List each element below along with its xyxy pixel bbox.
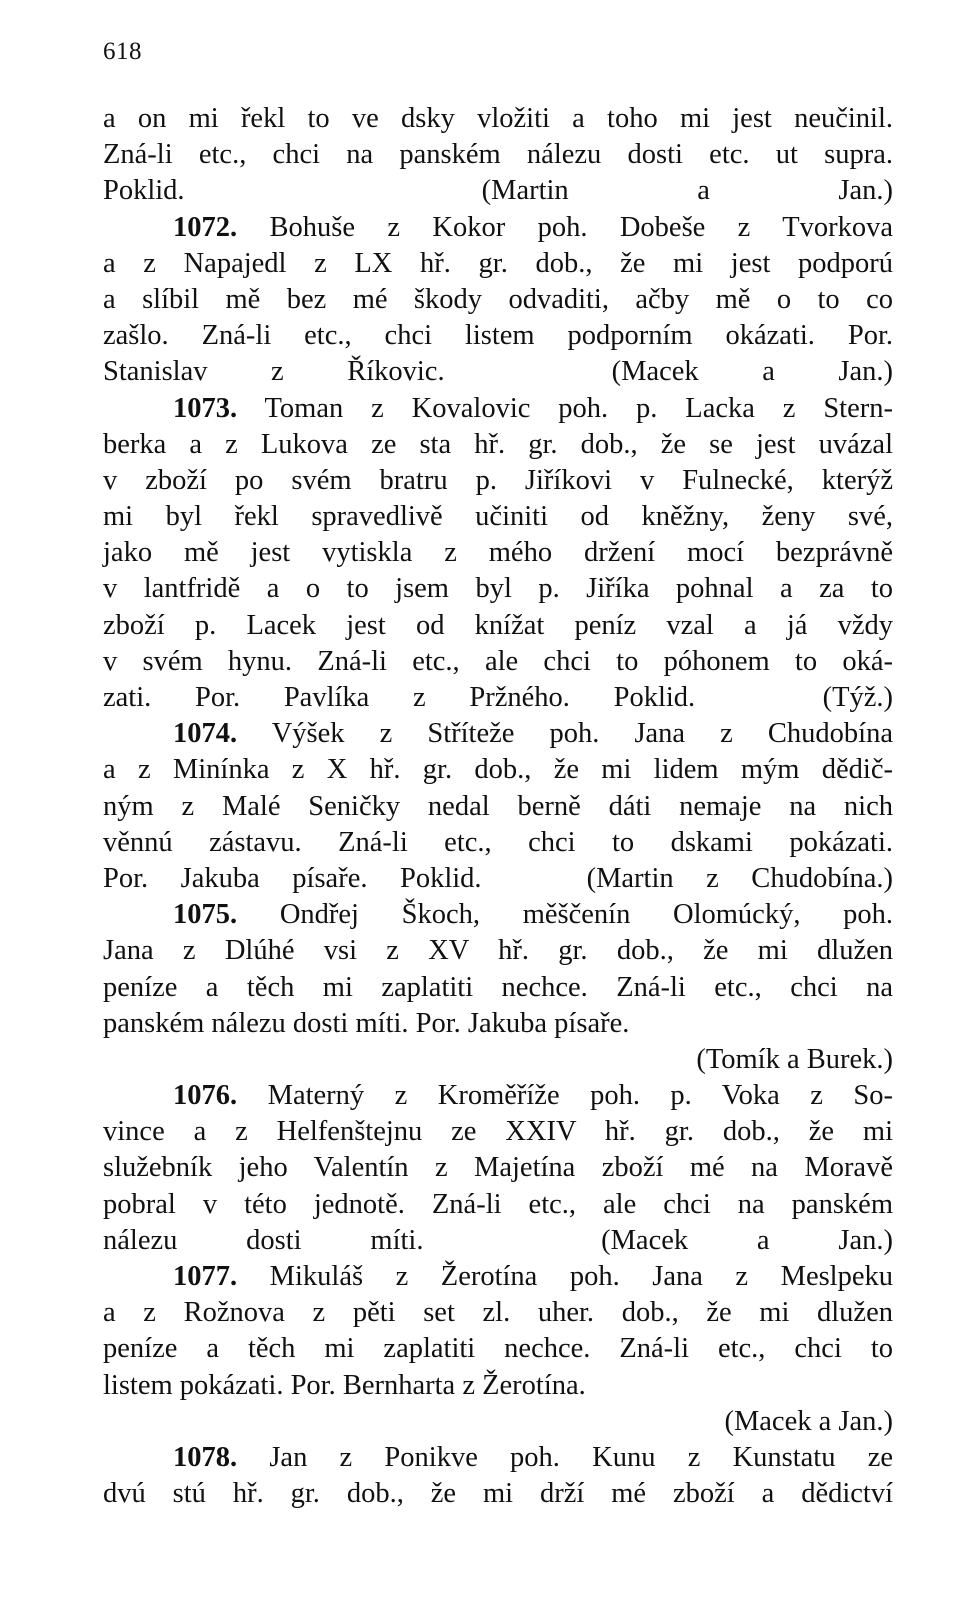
line-text: v svém hynu. Zná-li etc., ale chci to póhonem to oká- (103, 645, 893, 677)
line-text: Zná-li etc., chci na panském nálezu dosti etc. ut supra. (103, 139, 893, 171)
entry-number: 1075. (173, 899, 238, 931)
text-line (103, 571, 893, 607)
line-text: (Tomík a Burek.) (696, 1043, 893, 1075)
line-text: panském nálezu dosti míti. Por. Jakuba písaře. (103, 1007, 630, 1039)
line-text: zati. Por. Pavlíka z Pržného. Poklid. (103, 682, 696, 713)
text-line (103, 1187, 893, 1223)
speaker-note: (Macek a Jan.) (601, 1224, 894, 1256)
text-line (103, 1150, 893, 1186)
line-text: dvú stú hř. gr. dob., že mi drží mé zboží a dědictví (103, 1478, 893, 1510)
entry-number: 1076. (173, 1080, 238, 1112)
entry-number: 1072. (173, 211, 238, 243)
text-line (103, 427, 893, 463)
entry-start-line (103, 1259, 893, 1295)
line-text: a on mi řekl to ve dsky vložiti a toho mi jest neučinil. (103, 103, 893, 134)
line-text: jako mě jest vytiskla z mého držení mocí bezprávně (103, 537, 893, 569)
text-line (103, 970, 893, 1006)
entry-start-line (103, 1078, 893, 1114)
text-line (103, 535, 893, 571)
line-text: nálezu dosti míti. (103, 1224, 424, 1256)
line-text: peníze a těch mi zaplatiti nechce. Zná-li etc., chci na (103, 971, 893, 1003)
line-text: Materný z Kroměříže poh. p. Voka z So- (267, 1080, 893, 1112)
line-text: služebník jeho Valentín z Majetína zboží mé na Moravě (103, 1152, 893, 1184)
entry-start-line (103, 716, 893, 752)
text-line (103, 246, 893, 282)
entry-number: 1074. (173, 718, 238, 750)
text-line (103, 463, 893, 499)
line-text: Poklid. (103, 175, 185, 207)
text-block (103, 101, 893, 1512)
entry-start-line (103, 391, 893, 427)
line-text: zašlo. Zná-li etc., chci listem podporním okázati. Por. (103, 320, 893, 352)
speaker-note: (Martin z Chudobína.) (586, 862, 893, 894)
line-text: vince a z Helfenštejnu ze XXIV hř. gr. dob., že mi (103, 1116, 893, 1148)
text-line (103, 608, 893, 644)
line-text: peníze a těch mi zaplatiti nechce. Zná-li etc., chci to (103, 1333, 893, 1365)
line-text: a z Rožnova z pěti set zl. uher. dob., že mi dlužen (103, 1297, 893, 1329)
text-line (103, 644, 893, 680)
text-line (103, 933, 893, 969)
text-line (103, 101, 893, 137)
line-text: Jana z Dlúhé vsi z XV hř. gr. dob., že mi dlužen (103, 935, 893, 967)
page-number: 618 (103, 38, 142, 65)
line-text: a z Napajedl z LX hř. gr. dob., že mi jest podporú (103, 247, 893, 279)
line-text: Bohuše z Kokor poh. Dobeše z Tvorkova (269, 211, 893, 243)
entry-start-line (103, 210, 893, 246)
text-line (103, 1223, 893, 1259)
line-text: Toman z Kovalovic poh. p. Lacka z Stern- (264, 392, 893, 424)
text-line (103, 752, 893, 788)
line-text: a z Minínka z X hř. gr. dob., že mi lidem mým dědič- (103, 754, 893, 786)
entry-number: 1078. (173, 1441, 238, 1473)
text-line (103, 680, 893, 716)
line-text: mi byl řekl spravedlivě učiniti od kněžny, ženy své, (103, 501, 893, 533)
text-line (103, 173, 893, 209)
text-line (103, 789, 893, 825)
text-line (103, 1042, 893, 1078)
line-text: berka a z Lukova ze sta hř. gr. dob., že se jest uvázal (103, 428, 893, 460)
entry-start-line (103, 897, 893, 933)
line-text: Ondřej Škoch, měščenín Olomúcký, poh. (279, 899, 893, 931)
line-text: zboží p. Lacek jest od knížat peníz vzal a já vždy (103, 609, 893, 641)
text-line (103, 137, 893, 173)
line-text: v lantfridě a o to jsem byl p. Jiříka pohnal a za to (103, 573, 893, 605)
text-line (103, 318, 893, 354)
line-text: Por. Jakuba písaře. Poklid. (103, 862, 482, 894)
text-line (103, 282, 893, 318)
text-line (103, 1295, 893, 1331)
entry-number: 1073. (173, 392, 238, 424)
line-text: pobral v této jednotě. Zná-li etc., ale chci na panském (103, 1188, 893, 1220)
line-text: Jan z Ponikve poh. Kunu z Kunstatu ze (269, 1441, 893, 1473)
line-text: Mikuláš z Žerotína poh. Jana z Meslpeku (269, 1261, 893, 1292)
line-text: ným z Malé Seničky nedal berně dáti nemaje na nich (103, 790, 893, 822)
line-text: Stanislav z Říkovic. (103, 356, 445, 388)
text-line (103, 1006, 893, 1042)
text-line (103, 1476, 893, 1512)
line-text: věnnú zástavu. Zná-li etc., chci to dskami pokázati. (103, 826, 893, 858)
text-line (103, 1404, 893, 1440)
line-text: (Macek a Jan.) (724, 1405, 893, 1437)
line-text: Výšek z Střítеže poh. Jana z Chudobína (271, 718, 893, 750)
text-line (103, 1114, 893, 1150)
text-line (103, 1368, 893, 1404)
line-text: listem pokázati. Por. Bernharta z Žerotína. (103, 1369, 586, 1401)
speaker-note: (Týž.) (822, 682, 894, 713)
line-text: v zboží po svém bratru p. Jiříkovi v Fulnecké, kterýž (103, 464, 893, 496)
entry-number: 1077. (173, 1261, 238, 1292)
text-line (103, 825, 893, 861)
speaker-note: (Macek a Jan.) (611, 356, 893, 388)
text-line (103, 1331, 893, 1367)
speaker-note: (Martin a Jan.) (481, 175, 893, 207)
entry-start-line (103, 1440, 893, 1476)
text-line (103, 861, 893, 897)
text-line (103, 354, 893, 390)
text-line (103, 499, 893, 535)
line-text: a slíbil mě bez mé škody odvaditi, ačby mě o to co (103, 283, 893, 315)
